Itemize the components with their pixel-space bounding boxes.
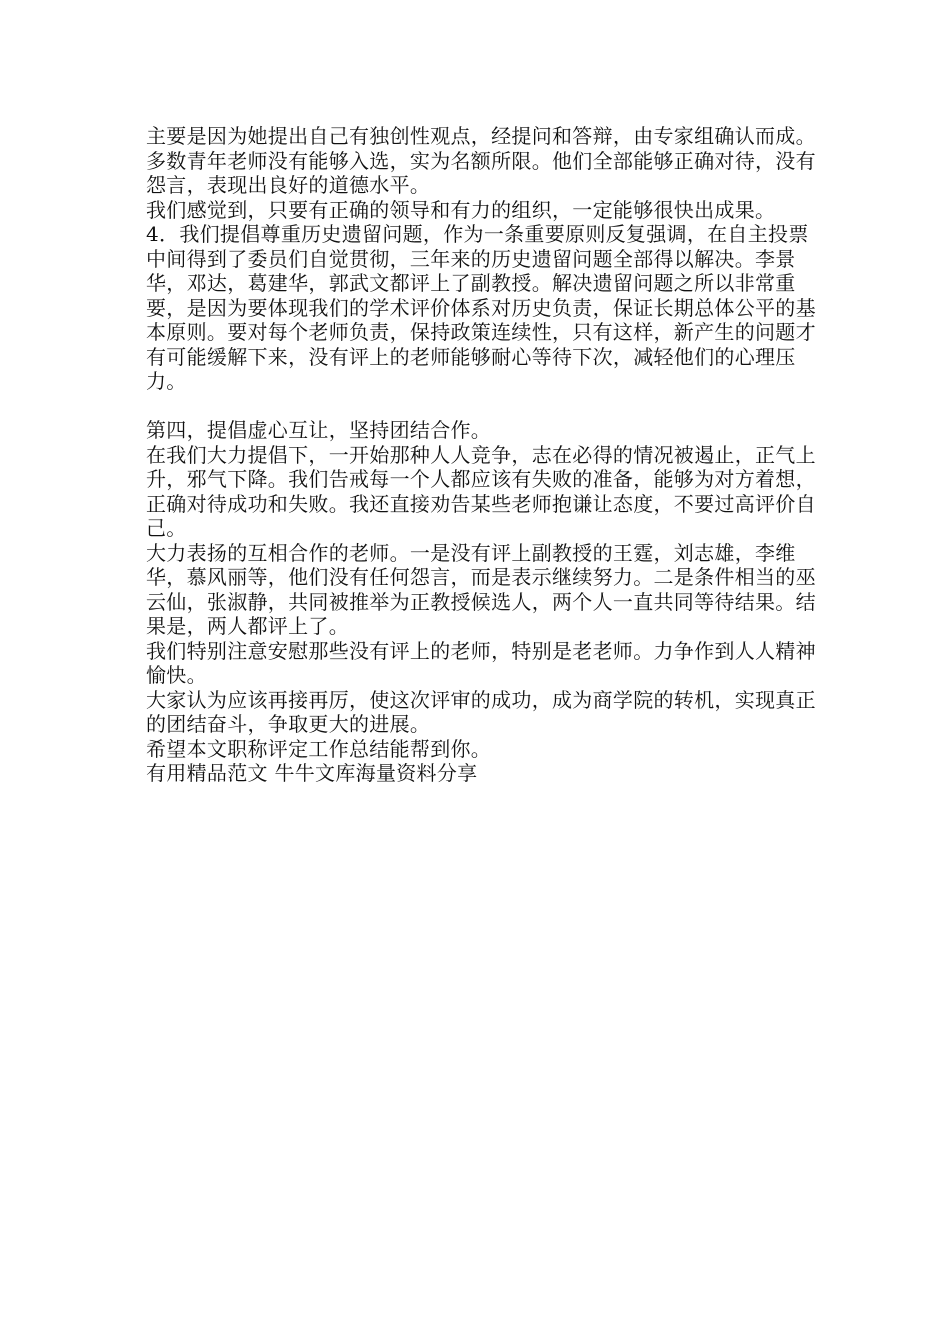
footer-note: 有用精品范文 牛牛文库海量资料分享 xyxy=(146,761,478,785)
paragraph-5: 在我们大力提倡下，一开始那种人人竞争，志在必得的情况被遏止，正气上升，邪气下降。我们告戒每一个人都应该有失败的准备，能够为对方着想，正确对待成功和失败。我还直接劝告某些老师抱谦让态度，不要过高评价自己。 xyxy=(146,442,816,540)
paragraph-6: 大力表扬的互相合作的老师。一是没有评上副教授的王霆，刘志雄，李维华，慕风丽等，他们没有任何怨言，而是表示继续努力。二是条件相当的巫云仙，张淑静，共同被推举为正教授候选人，两个人一直共同等待结果。结果是，两人都评上了。 xyxy=(146,540,816,638)
paragraph-7: 我们特别注意安慰那些没有评上的老师，特别是老老师。力争作到人人精神愉快。 xyxy=(146,638,816,687)
closing-line: 希望本文职称评定工作总结能帮到你。 xyxy=(146,736,492,761)
paragraph-8: 大家认为应该再接再厉，使这次评审的成功，成为商学院的转机，实现真正的团结奋斗，争取更大的进展。 xyxy=(146,687,816,736)
section-heading: 第四，提倡虚心互让，坚持团结合作。 xyxy=(146,418,492,442)
paragraph-3: 我们感觉到，只要有正确的领导和有力的组织，一定能够很快出成果。 xyxy=(146,197,776,222)
paragraph-4: 4．我们提倡尊重历史遗留问题，作为一条重要原则反复强调，在自主投票中间得到了委员们自觉贯彻，三年来的历史遗留问题全部得以解决。李景华，邓达，葛建华，郭武文都评上了副教授。解决遗留问题之所以非常重要，是因为要体现我们的学术评价体系对历史负责，保证长期总体公平的基本原则。要对每个老师负责，保持政策连续性，只有这样，新产生的问题才有可能缓解下来，没有评上的老师能够耐心等待下次，减轻他们的心理压力。 xyxy=(146,222,816,393)
paragraph-2: 多数青年老师没有能够入选，实为名额所限。他们全部能够正确对待，没有怨言，表现出良好的道德水平。 xyxy=(146,148,816,197)
blank-line xyxy=(146,394,816,419)
document-body xyxy=(146,124,816,786)
paragraph-1: 主要是因为她提出自己有独创性观点，经提问和答辩，由专家组确认而成。 xyxy=(146,124,816,148)
